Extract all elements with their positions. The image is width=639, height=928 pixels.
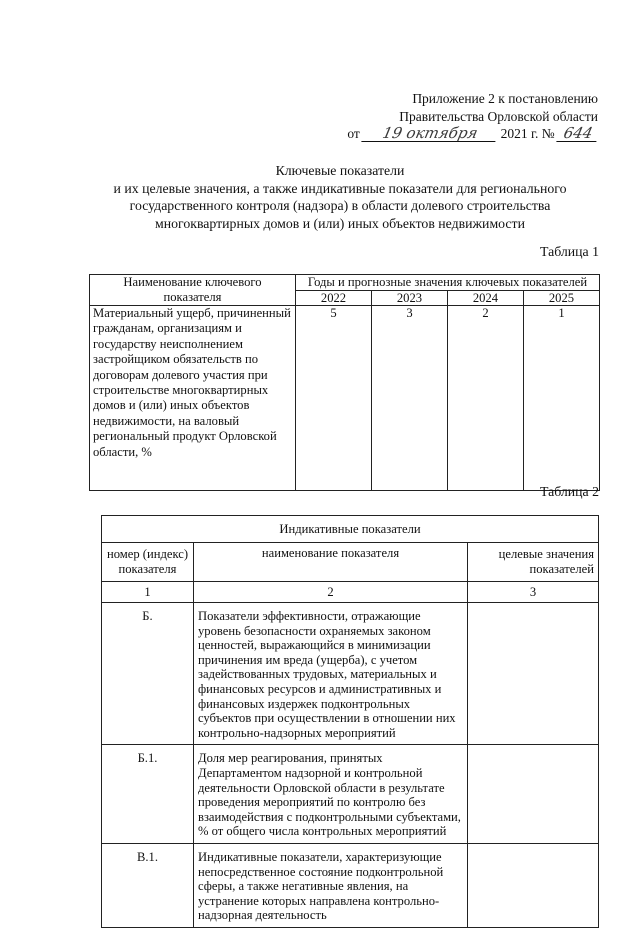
table2-col-number: 3 [468,582,599,603]
table1-value: 3 [371,306,447,491]
table2-row-text: Доля мер реагирования, принятых Департаментом надзорной и контрольной деятельности Орловской области в результате проведения мероприятий по контролю без взаимодействия с подконтрольными субъектами, % от общего числа контрольных мероприятий [194,745,468,844]
table2-col-header-name: наименование показателя [194,543,468,582]
table-row [102,745,599,844]
table1-header-name: Наименование ключевого показателя [90,275,296,306]
table2-row-value [468,745,599,844]
table1-year: 2025 [523,290,599,306]
table-row [102,603,599,745]
title-line-4: многоквартирных домов и (или) иных объектов недвижимости [155,215,525,231]
table1-year: 2024 [447,290,523,306]
appendix-header [328,90,598,143]
table1-value: 5 [296,306,372,491]
table2-col-number: 1 [102,582,194,603]
key-indicators-table [89,274,600,491]
appendix-line-2: Правительства Орловской области [399,108,598,124]
table2-row-text: Показатели эффективности, отражающие уровень безопасности охраняемых законом ценностей, выражающийся в минимизации причинения им вреда (ущерба), с учетом задействованных трудовых, материальных и финансовых ресурсов и административных и финансовых издержек подконтрольных субъектов при осуществлении в отношении них контрольно-надзорных мероприятий [194,603,468,745]
table2-col-header-values: целевые значения показателей [468,543,599,582]
table1-year: 2023 [371,290,447,306]
table1-value: 1 [523,306,599,491]
table1-value: 2 [447,306,523,491]
table1-header-years: Годы и прогнозные значения ключевых показателей [296,275,600,291]
appendix-date-line [328,125,598,143]
year-label: 2021 г. № [500,126,555,141]
table2-header: Индикативные показатели [102,516,599,543]
from-label: от [347,126,360,141]
table2-row-code: Б. [102,603,194,745]
table1-year: 2022 [296,290,372,306]
table2-row-code: Б.1. [102,745,194,844]
table2-row-text: Индикативные показатели, характеризующие непосредственное состояние подконтрольной сферы, а также негативные явления, на устранение которых направлена контрольно-надзорная деятельность [194,843,468,927]
document-title [60,162,620,232]
appendix-line-1: Приложение 2 к постановлению [412,91,598,106]
handwritten-number: 644 [556,126,599,142]
title-line-3: государственного контроля (надзора) в области долевого строительства [129,198,551,213]
title-line-2: и их целевые значения, а также индикативные показатели для регионального [113,180,567,196]
table2-row-value [468,843,599,927]
table1-row-name: Материальный ущерб, причиненный гражданам, организациям и государству неисполнением застройщиком обязательств по договорам долевого участия при строительстве многоквартирных домов и (или) иных объектов недвижимости, на валовый региональный продукт Орловской области, % [90,306,296,491]
table2-row-code: В.1. [102,843,194,927]
table-row [102,843,599,927]
table2-caption: Таблица 2 [539,484,599,499]
handwritten-date: 19 октября [362,126,499,142]
title-line-1: Ключевые показатели [275,163,405,178]
table2-row-value [468,603,599,745]
table2-col-header-index: номер (индекс) показателя [102,543,194,582]
indicative-indicators-table [101,515,599,928]
table1-caption: Таблица 1 [539,244,599,259]
table2-col-number: 2 [194,582,468,603]
